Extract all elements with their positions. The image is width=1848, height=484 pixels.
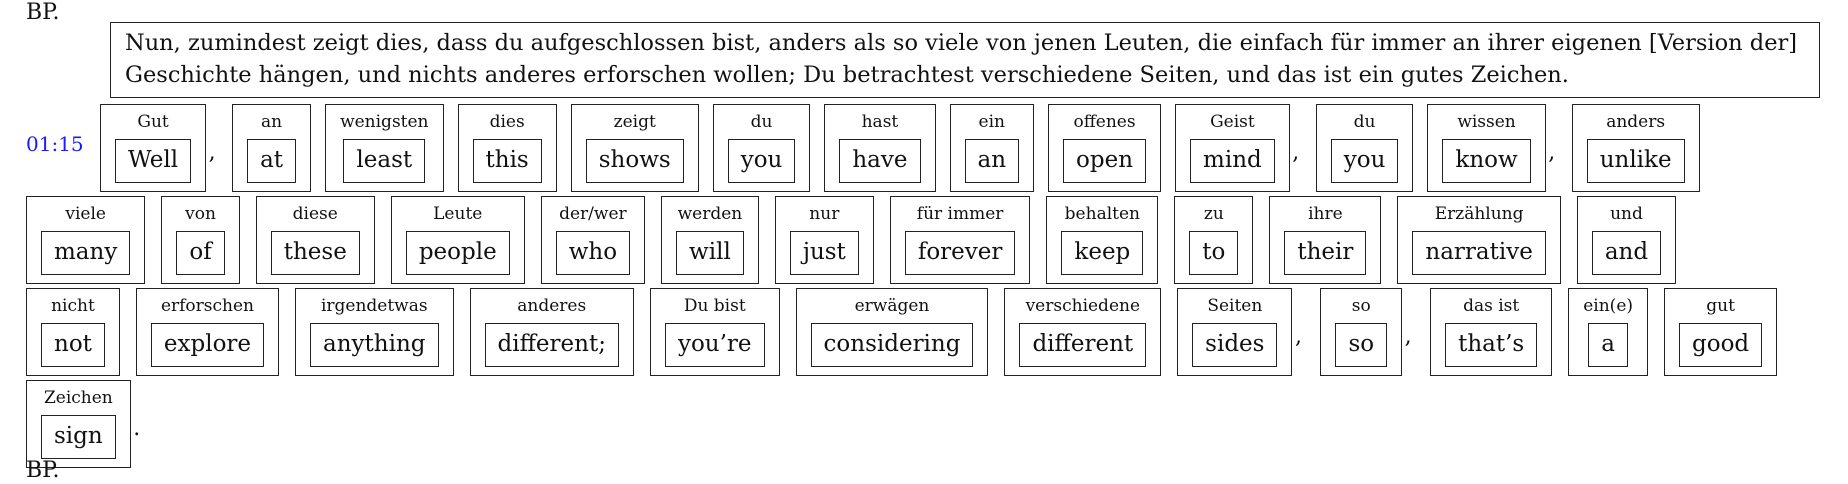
token (325, 104, 443, 192)
token-punct: , (1404, 324, 1412, 349)
token-wrap (26, 380, 143, 468)
token (1320, 288, 1402, 376)
token-wrap (890, 196, 1031, 284)
token-wrap (1664, 288, 1777, 376)
speaker-label-bottom: BP. (26, 458, 60, 483)
token-gloss: zeigt (613, 112, 656, 132)
token-wrap (1048, 104, 1161, 192)
token-word: so (1335, 323, 1387, 367)
token-gloss: wenigsten (340, 112, 429, 132)
token-wrap (136, 288, 279, 376)
token-gloss: verschiedene (1025, 296, 1141, 316)
token-word: who (556, 231, 630, 275)
token-wrap (824, 104, 935, 192)
token-word: mind (1190, 139, 1275, 183)
token-word: unlike (1587, 139, 1685, 183)
token-word: have (839, 139, 920, 183)
token (1430, 288, 1552, 376)
token-word: explore (151, 323, 264, 367)
token (136, 288, 279, 376)
token-gloss: der/wer (559, 204, 627, 224)
token (1046, 196, 1158, 284)
gloss-row-1 (100, 104, 1700, 192)
token-wrap (571, 104, 699, 192)
token-wrap (391, 196, 525, 284)
token (391, 196, 525, 284)
token-wrap (100, 104, 218, 192)
token-word: Well (115, 139, 191, 183)
token-wrap (950, 104, 1035, 192)
token-punct: , (208, 140, 216, 165)
token (256, 196, 375, 284)
token (661, 196, 759, 284)
token (1568, 288, 1648, 376)
token-word: will (676, 231, 744, 275)
token (26, 288, 120, 376)
token-word: different (1019, 323, 1146, 367)
token-word: to (1189, 231, 1238, 275)
token-word: shows (586, 139, 684, 183)
token (232, 104, 311, 192)
token (1572, 104, 1700, 192)
token-gloss: werden (677, 204, 743, 224)
token (796, 288, 989, 376)
token-word: sign (41, 415, 116, 459)
token-word: people (406, 231, 510, 275)
token-gloss: nicht (51, 296, 95, 316)
token (541, 196, 645, 284)
token-wrap (775, 196, 874, 284)
token-word: you’re (665, 323, 765, 367)
token-punct: , (1294, 324, 1302, 349)
token-word: forever (905, 231, 1016, 275)
token-gloss: erwägen (854, 296, 930, 316)
token-word: keep (1061, 231, 1143, 275)
token-gloss: und (1610, 204, 1643, 224)
token (1664, 288, 1777, 376)
token-gloss: Seiten (1207, 296, 1263, 316)
token-word: many (41, 231, 130, 275)
token-punct: , (1548, 140, 1556, 165)
translation-box: Nun, zumindest zeigt dies, dass du aufgeschlossen bist, anders als so viele von jenen Leuten, die einfach für immer an ihrer eigenen [Version der] Geschichte hängen, und nichts anderes erforschen wollen; Du betrachtest verschiedene Seiten, und das ist ein gutes Zeichen. (110, 22, 1820, 98)
gloss-row-4 (26, 380, 143, 468)
token-gloss: so (1351, 296, 1371, 316)
token-word: know (1442, 139, 1530, 183)
token (775, 196, 874, 284)
token-word: that’s (1445, 323, 1537, 367)
token-gloss: ihre (1308, 204, 1343, 224)
token-word: different; (485, 323, 619, 367)
token (1048, 104, 1161, 192)
token-gloss: ein (978, 112, 1005, 132)
token-gloss: zu (1203, 204, 1224, 224)
token (713, 104, 811, 192)
gloss-row-3 (26, 288, 1777, 376)
token-wrap (1430, 288, 1552, 376)
token-gloss: Geist (1210, 112, 1255, 132)
token-wrap (1046, 196, 1158, 284)
token (824, 104, 935, 192)
token (890, 196, 1031, 284)
token-wrap (295, 288, 453, 376)
token-gloss: offenes (1073, 112, 1136, 132)
token-wrap (26, 196, 145, 284)
token-wrap (1320, 288, 1414, 376)
token-gloss: viele (65, 204, 106, 224)
token-word: good (1679, 323, 1762, 367)
token-gloss: anderes (517, 296, 587, 316)
token-gloss: anders (1606, 112, 1666, 132)
token-wrap (1177, 288, 1304, 376)
token-gloss: erforschen (160, 296, 254, 316)
token (1004, 288, 1161, 376)
token-wrap (541, 196, 645, 284)
token-word: their (1284, 231, 1366, 275)
token-gloss: an (261, 112, 283, 132)
token-gloss: nur (809, 204, 840, 224)
token-word: you (728, 139, 796, 183)
token-wrap (232, 104, 311, 192)
token-wrap (325, 104, 443, 192)
token-word: just (790, 231, 859, 275)
token-gloss: dies (489, 112, 525, 132)
token (571, 104, 699, 192)
token-gloss: wissen (1457, 112, 1516, 132)
token (26, 380, 131, 468)
token-word: considering (811, 323, 974, 367)
token-wrap (161, 196, 239, 284)
token-wrap (1269, 196, 1381, 284)
token-wrap (1427, 104, 1557, 192)
token-gloss: du (1353, 112, 1376, 132)
token (100, 104, 206, 192)
token-wrap (796, 288, 989, 376)
token (1269, 196, 1381, 284)
token-gloss: Du bist (683, 296, 746, 316)
token-word: these (271, 231, 360, 275)
token-word: an (965, 139, 1020, 183)
token-word: and (1592, 231, 1661, 275)
token (26, 196, 145, 284)
token-wrap (661, 196, 759, 284)
token-word: at (247, 139, 296, 183)
token (470, 288, 634, 376)
gloss-row-2 (26, 196, 1676, 284)
token (161, 196, 239, 284)
token (950, 104, 1035, 192)
timestamp: 01:15 (26, 132, 84, 156)
token (1577, 196, 1676, 284)
token (1174, 196, 1253, 284)
token-word: least (343, 139, 425, 183)
token-punct: . (133, 416, 141, 441)
token-wrap (1175, 104, 1302, 192)
token-gloss: Leute (433, 204, 483, 224)
token-gloss: hast (861, 112, 899, 132)
token-word: narrative (1412, 231, 1545, 275)
token-gloss: behalten (1064, 204, 1140, 224)
token-word: you (1331, 139, 1399, 183)
token (1397, 196, 1560, 284)
token-word: open (1063, 139, 1146, 183)
token-gloss: Gut (137, 112, 169, 132)
token-word: of (176, 231, 224, 275)
token (458, 104, 557, 192)
token-word: sides (1192, 323, 1277, 367)
token (650, 288, 780, 376)
token-wrap (1572, 104, 1700, 192)
token (1316, 104, 1414, 192)
token-word: anything (310, 323, 438, 367)
token-gloss: das ist (1463, 296, 1520, 316)
token-gloss: Zeichen (43, 388, 113, 408)
token-wrap (1004, 288, 1161, 376)
token-gloss: von (185, 204, 216, 224)
token-word: not (41, 323, 105, 367)
token-wrap (1568, 288, 1648, 376)
token-gloss: du (750, 112, 773, 132)
token-wrap (713, 104, 811, 192)
token (1427, 104, 1545, 192)
token (1177, 288, 1292, 376)
token-gloss: Erzählung (1434, 204, 1524, 224)
token-wrap (650, 288, 780, 376)
token (295, 288, 453, 376)
token-gloss: gut (1706, 296, 1735, 316)
token-wrap (1174, 196, 1253, 284)
token-wrap (26, 288, 120, 376)
token-gloss: diese (292, 204, 338, 224)
token-gloss: für immer (916, 204, 1004, 224)
token-wrap (1316, 104, 1414, 192)
speaker-label-top: BP. (26, 0, 60, 25)
token-gloss: ein(e) (1583, 296, 1634, 316)
token-punct: , (1292, 140, 1300, 165)
token-wrap (470, 288, 634, 376)
token (1175, 104, 1290, 192)
token-word: a (1588, 323, 1628, 367)
token-gloss: irgendetwas (320, 296, 428, 316)
token-word: this (473, 139, 542, 183)
token-wrap (1397, 196, 1560, 284)
token-wrap (256, 196, 375, 284)
token-wrap (458, 104, 557, 192)
token-wrap (1577, 196, 1676, 284)
